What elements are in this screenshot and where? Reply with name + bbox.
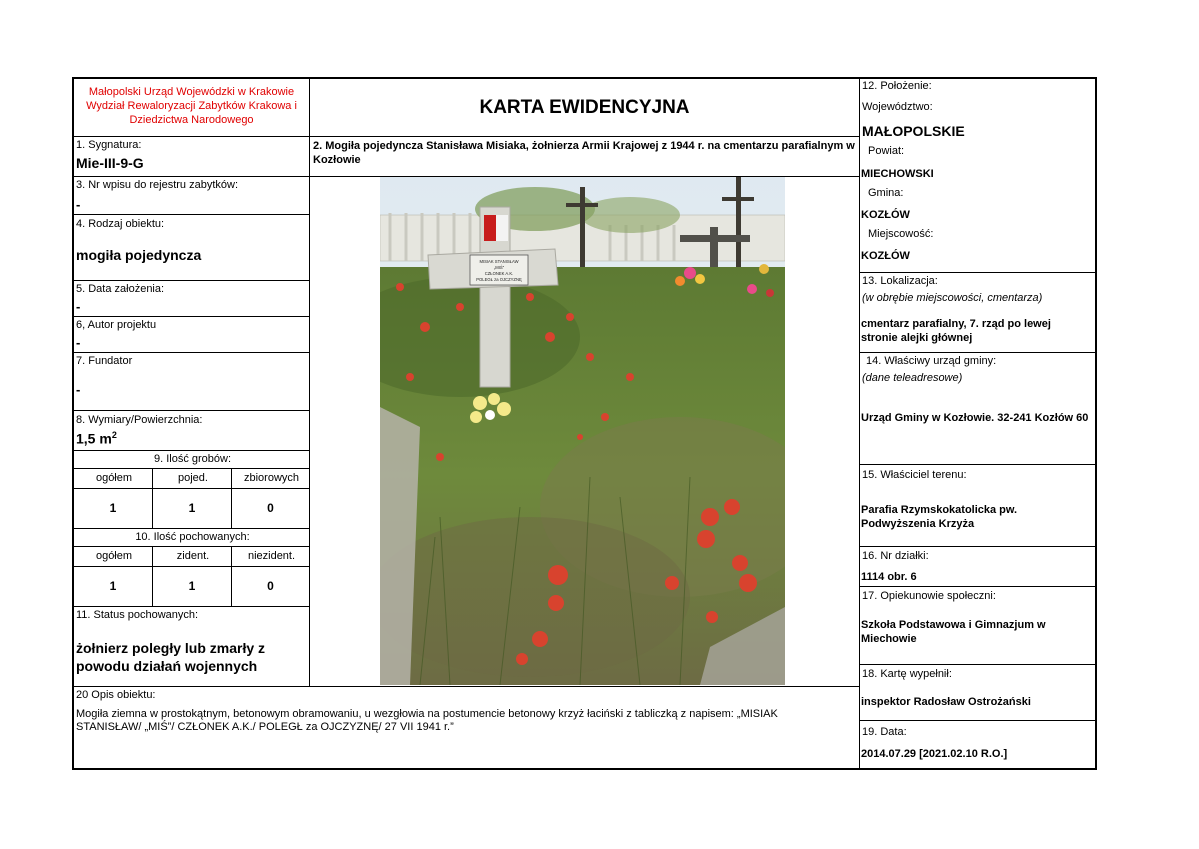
- founding-date-value: -: [76, 299, 81, 314]
- dimensions-exponent: 2: [111, 430, 117, 440]
- signature-label: 1. Sygnatura:: [76, 139, 142, 151]
- description-label: 20 Opis obiektu:: [76, 689, 156, 701]
- plot-number-field: [860, 547, 1095, 587]
- signature-field: [74, 137, 310, 177]
- location-label: 12. Położenie:: [862, 80, 932, 92]
- guardians-label: 17. Opiekunowie społeczni:: [862, 590, 996, 602]
- plaque-line-4: POLEGŁ za OJCZYZNĘ: [476, 277, 522, 282]
- founding-date-field: [74, 281, 310, 317]
- buried-value-identified: 1: [153, 567, 232, 607]
- municipal-office-value: Urząd Gminy w Kozłowie. 32-241 Kozłów 60: [861, 412, 1089, 424]
- founder-value: -: [76, 382, 81, 397]
- burial-status-label: 11. Status pochowanych:: [76, 609, 199, 621]
- author-value: -: [76, 335, 81, 350]
- object-type-field: [74, 215, 310, 281]
- municipal-office-field: [860, 353, 1095, 465]
- office-name: Małopolski Urząd Wojewódzki w Krakowie Wydział Rewaloryzacji Zabytków Krakowa i Dziedzictwa Narodowego: [86, 86, 297, 126]
- buried-header-unidentified: niezident.: [232, 547, 310, 567]
- municipal-office-label: 14. Właściwy urząd gminy:: [866, 355, 997, 367]
- county-label: Powiat:: [868, 145, 905, 157]
- land-owner-value: Parafia Rzymskokatolicka pw. Podwyższenia Krzyża: [861, 504, 1018, 530]
- filled-by-label: 18. Kartę wypełnił:: [862, 668, 952, 680]
- location-field: [860, 79, 1095, 273]
- author-label: 6, Autor projektu: [76, 319, 157, 331]
- localization-field: [860, 273, 1095, 353]
- voivodeship-label: Województwo:: [862, 101, 933, 113]
- land-owner-label: 15. Właściciel terenu:: [862, 469, 967, 481]
- localization-value: cmentarz parafialny, 7. rząd po lewej stronie alejki głównej: [861, 318, 1051, 344]
- graves-value-total: 1: [74, 489, 153, 529]
- object-type-label: 4. Rodzaj obiektu:: [76, 218, 165, 230]
- photo-area: [310, 177, 860, 687]
- buried-header-total: ogółem: [74, 547, 153, 567]
- object-name: 2. Mogiła pojedyncza Stanisława Misiaka, żołnierza Armii Krajowej z 1944 r. na cmentarzu parafialnym w Kozłowie: [313, 140, 855, 166]
- buried-value-unidentified: 0: [232, 567, 310, 607]
- buried-count-title: 10. Ilość pochowanych:: [74, 529, 310, 547]
- commune-label: Gmina:: [868, 187, 904, 199]
- plaque-line-3: CZŁONEK A.K.: [484, 271, 514, 276]
- town-label: Miejscowość:: [868, 228, 934, 240]
- signature-value: Mie-III-9-G: [76, 155, 144, 171]
- filled-by-value: inspektor Radosław Ostrożański: [861, 696, 1031, 708]
- graves-value-single: 1: [153, 489, 232, 529]
- guardians-value: Szkoła Podstawowa i Gimnazjum w Miechowie: [861, 619, 1046, 645]
- graves-value-collective: 0: [232, 489, 310, 529]
- buried-value-total: 1: [74, 567, 153, 607]
- filled-by-field: [860, 665, 1095, 721]
- description-text: Mogiła ziemna w prostokątnym, betonowym obramowaniu, u wezgłowia na postumencie betonowy krzyż łaciński z tabliczką z napisem: „MISIAK STANISŁAW/ „MIŚ”/ CZŁONEK A.K./ POLEGŁ za OJCZYZNĘ/ 27 VII 1941 r.”: [76, 708, 778, 733]
- dimensions-field: [74, 411, 310, 451]
- plot-number-label: 16. Nr działki:: [862, 550, 929, 562]
- grave-photo: [380, 177, 785, 685]
- graves-header-total: ogółem: [74, 469, 153, 489]
- graves-header-collective: zbiorowych: [232, 469, 310, 489]
- plaque-line-2: „MIŚ”: [493, 265, 505, 270]
- burial-status-value: żołnierz poległy lub zmarły z powodu działań wojennych: [76, 640, 266, 674]
- town-value: KOZŁÓW: [861, 250, 910, 262]
- dimensions-number: 1,5 m: [76, 430, 112, 447]
- dimensions-label: 8. Wymiary/Powierzchnia:: [76, 414, 203, 426]
- guardians-field: [860, 587, 1095, 665]
- localization-label: 13. Lokalizacja:: [862, 275, 938, 287]
- register-value: -: [76, 197, 81, 212]
- date-label: 19. Data:: [862, 726, 907, 738]
- office-header: [74, 79, 310, 137]
- description-field: [74, 687, 860, 770]
- card-title: KARTA EWIDENCYJNA: [310, 79, 860, 137]
- object-name-field: [310, 137, 860, 177]
- graves-count-title: 9. Ilość grobów:: [74, 451, 310, 469]
- date-value: 2014.07.29 [2021.02.10 R.O.]: [861, 748, 1008, 760]
- voivodeship-value: MAŁOPOLSKIE: [862, 123, 965, 139]
- plaque-line-1: MISIAK STANISŁAW: [479, 259, 519, 264]
- founder-field: [74, 353, 310, 411]
- localization-hint: (w obrębie miejscowości, cmentarza): [862, 292, 1043, 304]
- record-card: [72, 77, 1097, 770]
- commune-value: KOZŁÓW: [861, 209, 910, 221]
- county-value: MIECHOWSKI: [861, 168, 934, 180]
- author-field: [74, 317, 310, 353]
- register-field: [74, 177, 310, 215]
- land-owner-field: [860, 465, 1095, 547]
- register-label: 3. Nr wpisu do rejestru zabytków:: [76, 179, 239, 191]
- date-field: [860, 721, 1095, 770]
- object-type-value: mogiła pojedyncza: [76, 247, 202, 263]
- dimensions-value: [74, 427, 309, 447]
- plot-number-value: 1114 obr. 6: [861, 571, 917, 583]
- founding-date-label: 5. Data założenia:: [76, 283, 165, 295]
- graves-header-single: pojed.: [153, 469, 232, 489]
- burial-status-field: [74, 607, 310, 687]
- founder-label: 7. Fundator: [76, 355, 133, 367]
- municipal-office-hint: (dane teleadresowe): [862, 372, 963, 384]
- buried-header-identified: zident.: [153, 547, 232, 567]
